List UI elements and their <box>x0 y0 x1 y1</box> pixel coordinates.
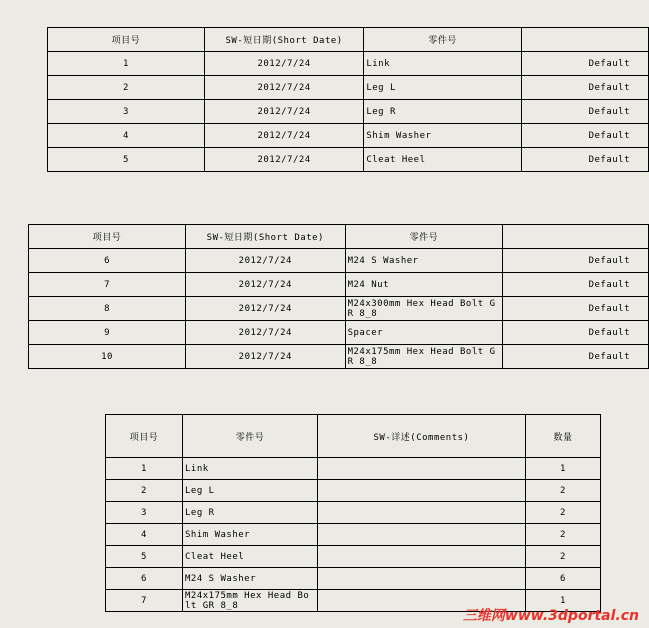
date-cell: 2012/7/24 <box>186 345 346 369</box>
comments-cell <box>318 480 526 502</box>
date-cell: 2012/7/24 <box>204 100 363 124</box>
header-cell-part-no: 零件号 <box>345 225 503 249</box>
item-no-cell: 8 <box>29 297 186 321</box>
comments-cell <box>318 502 526 524</box>
table-row <box>29 345 649 369</box>
bom-table-3 <box>105 414 601 612</box>
item-no-cell: 5 <box>106 546 183 568</box>
header-cell-item-no: 项目号 <box>48 28 205 52</box>
date-cell: 2012/7/24 <box>186 249 346 273</box>
item-no-cell: 1 <box>48 52 205 76</box>
header-cell-part-no: 零件号 <box>183 415 318 458</box>
part-no-cell: Leg L <box>364 76 521 100</box>
bom-table-2 <box>28 224 649 369</box>
part-no-cell: M24x300mm Hex Head Bolt GR 8_8 <box>345 297 503 321</box>
header-cell-qty: 数量 <box>526 415 601 458</box>
item-no-cell: 3 <box>106 502 183 524</box>
part-no-cell: Link <box>183 458 318 480</box>
table-row <box>106 524 601 546</box>
table-row <box>106 502 601 524</box>
table-row <box>29 297 649 321</box>
item-no-cell: 7 <box>29 273 186 297</box>
item-no-cell: 7 <box>106 590 183 612</box>
qty-cell: 2 <box>526 502 601 524</box>
part-no-cell: Shim Washer <box>364 124 521 148</box>
config-cell: Default <box>503 273 649 297</box>
header-cell-short-date: SW-短日期(Short Date) <box>186 225 346 249</box>
table-row <box>48 52 649 76</box>
item-no-cell: 5 <box>48 148 205 172</box>
header-cell-short-date: SW-短日期(Short Date) <box>204 28 363 52</box>
header-row <box>48 28 649 52</box>
part-no-cell: M24 S Washer <box>183 568 318 590</box>
header-row <box>106 415 601 458</box>
item-no-cell: 4 <box>48 124 205 148</box>
config-cell: Default <box>521 124 648 148</box>
table-row <box>29 273 649 297</box>
table-row <box>48 100 649 124</box>
item-no-cell: 10 <box>29 345 186 369</box>
part-no-cell: Leg R <box>364 100 521 124</box>
header-row <box>29 225 649 249</box>
part-no-cell: M24x175mm Hex Head Bolt GR 8_8 <box>345 345 503 369</box>
table-row <box>48 148 649 172</box>
item-no-cell: 2 <box>106 480 183 502</box>
table-row <box>48 76 649 100</box>
part-no-cell: M24x175mm Hex Head Bolt GR 8_8 <box>183 590 318 612</box>
watermark-logo: 三维网www.3dportal.cn <box>462 608 639 624</box>
config-cell: Default <box>503 321 649 345</box>
item-no-cell: 6 <box>29 249 186 273</box>
qty-cell: 1 <box>526 458 601 480</box>
part-no-cell: Leg R <box>183 502 318 524</box>
comments-cell <box>318 524 526 546</box>
header-cell-item-no: 项目号 <box>106 415 183 458</box>
item-no-cell: 6 <box>106 568 183 590</box>
header-cell-comments: SW-详述(Comments) <box>318 415 526 458</box>
date-cell: 2012/7/24 <box>204 76 363 100</box>
qty-cell: 6 <box>526 568 601 590</box>
table-row <box>106 546 601 568</box>
item-no-cell: 9 <box>29 321 186 345</box>
config-cell: Default <box>503 345 649 369</box>
config-cell: Default <box>521 100 648 124</box>
part-no-cell: Cleat Heel <box>183 546 318 568</box>
item-no-cell: 1 <box>106 458 183 480</box>
part-no-cell: Shim Washer <box>183 524 318 546</box>
part-no-cell: Link <box>364 52 521 76</box>
item-no-cell: 3 <box>48 100 205 124</box>
date-cell: 2012/7/24 <box>204 52 363 76</box>
table-row <box>106 458 601 480</box>
config-cell: Default <box>521 76 648 100</box>
date-cell: 2012/7/24 <box>204 148 363 172</box>
date-cell: 2012/7/24 <box>186 273 346 297</box>
item-no-cell: 2 <box>48 76 205 100</box>
header-cell-config <box>521 28 648 52</box>
part-no-cell: M24 S Washer <box>345 249 503 273</box>
comments-cell <box>318 458 526 480</box>
qty-cell: 1 <box>526 590 601 612</box>
comments-cell <box>318 568 526 590</box>
part-no-cell: Cleat Heel <box>364 148 521 172</box>
part-no-cell: M24 Nut <box>345 273 503 297</box>
date-cell: 2012/7/24 <box>186 321 346 345</box>
part-no-cell: Spacer <box>345 321 503 345</box>
config-cell: Default <box>521 148 648 172</box>
table-row <box>29 321 649 345</box>
qty-cell: 2 <box>526 546 601 568</box>
config-cell: Default <box>521 52 648 76</box>
item-no-cell: 4 <box>106 524 183 546</box>
comments-cell <box>318 546 526 568</box>
table-row <box>106 480 601 502</box>
qty-cell: 2 <box>526 524 601 546</box>
header-cell-config <box>503 225 649 249</box>
table-row <box>106 568 601 590</box>
table-row <box>29 249 649 273</box>
qty-cell: 2 <box>526 480 601 502</box>
bom-table-1 <box>47 27 649 172</box>
config-cell: Default <box>503 249 649 273</box>
config-cell: Default <box>503 297 649 321</box>
table-row <box>48 124 649 148</box>
date-cell: 2012/7/24 <box>204 124 363 148</box>
part-no-cell: Leg L <box>183 480 318 502</box>
date-cell: 2012/7/24 <box>186 297 346 321</box>
header-cell-item-no: 项目号 <box>29 225 186 249</box>
header-cell-part-no: 零件号 <box>364 28 521 52</box>
